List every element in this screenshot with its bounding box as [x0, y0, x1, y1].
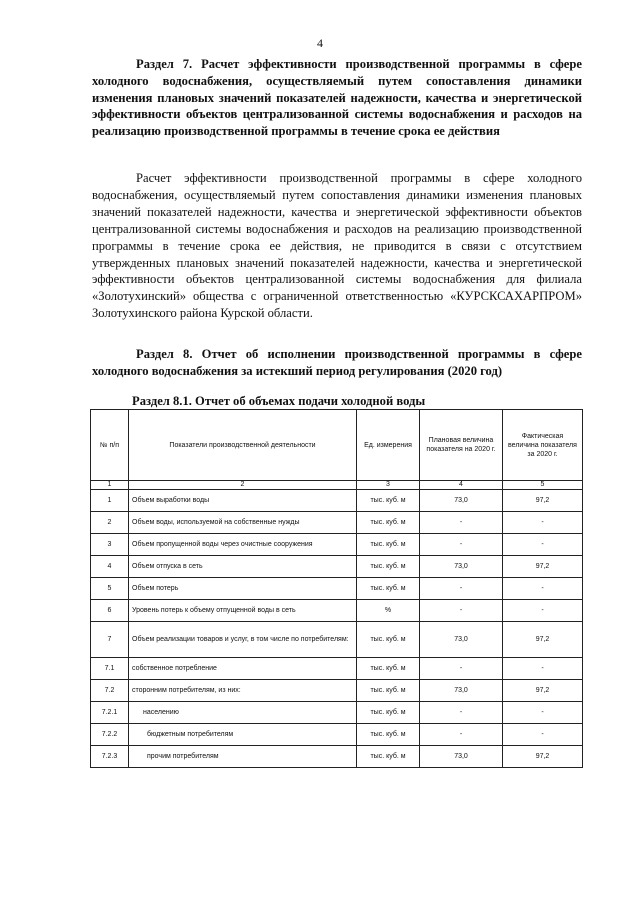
header-num: № п/п	[91, 410, 129, 481]
row-actual: -	[503, 724, 583, 746]
table-row	[91, 578, 583, 600]
row-planned: 73,0	[420, 556, 503, 578]
row-planned: -	[420, 578, 503, 600]
table-row	[91, 534, 583, 556]
table-row	[91, 512, 583, 534]
header-unit: Ед. измерения	[357, 410, 420, 481]
row-actual: -	[503, 534, 583, 556]
row-indicator: Объем потерь	[129, 578, 357, 600]
row-indicator: бюджетным потребителям	[129, 724, 357, 746]
row-planned: -	[420, 658, 503, 680]
row-planned: -	[420, 512, 503, 534]
column-number: 1	[91, 481, 129, 490]
section-7-title: Раздел 7. Расчет эффективности производственной программы в сфере холодного водоснабжения, осуществляемый путем сопоставления динамики изменения плановых значений показателей надежности, качества и энергетической эффективности объектов централизованной системы водоснабжения и расходов на реализацию производственной программы в течение срока ее действия	[92, 57, 582, 139]
row-num: 4	[91, 556, 129, 578]
row-actual: 97,2	[503, 680, 583, 702]
column-number: 5	[503, 481, 583, 490]
row-num: 3	[91, 534, 129, 556]
row-indicator: населению	[129, 702, 357, 724]
row-indicator: Объем воды, используемой на собственные нужды	[129, 512, 357, 534]
row-indicator: Объем отпуска в сеть	[129, 556, 357, 578]
column-number-row	[91, 481, 583, 490]
row-planned: 73,0	[420, 490, 503, 512]
row-num: 7.2.1	[91, 702, 129, 724]
row-planned: -	[420, 702, 503, 724]
row-actual: -	[503, 658, 583, 680]
row-actual: -	[503, 578, 583, 600]
row-planned: -	[420, 600, 503, 622]
row-unit: тыс. куб. м	[357, 578, 420, 600]
section-7-paragraph: Расчет эффективности производственной программы в сфере холодного водоснабжения, осуществляемый путем сопоставления динамики изменения плановых значений показателей надежности, качества и энергетической эффективности объектов централизованной системы водоснабжения и расходов на реализацию производственной программы в течение срока ее действия, не приводится в связи с отсутствием утвержденных плановых значений показателей надежности, качества и энергетической эффективности объектов централизованной системы водоснабжения для филиала «Золотухинский» общества с ограниченной ответственностью «КУРСКСАХАРПРОМ» Золотухинского района Курской области.	[92, 171, 582, 321]
row-indicator: собственное потребление	[129, 658, 357, 680]
row-num: 6	[91, 600, 129, 622]
row-unit: тыс. куб. м	[357, 702, 420, 724]
table-row	[91, 702, 583, 724]
table-row	[91, 622, 583, 658]
table-row	[91, 490, 583, 512]
table-row	[91, 600, 583, 622]
row-num: 5	[91, 578, 129, 600]
row-num: 2	[91, 512, 129, 534]
row-planned: -	[420, 534, 503, 556]
table-header-row	[91, 410, 583, 481]
row-actual: -	[503, 702, 583, 724]
column-number: 3	[357, 481, 420, 490]
row-num: 7	[91, 622, 129, 658]
row-unit: тыс. куб. м	[357, 658, 420, 680]
row-num: 7.1	[91, 658, 129, 680]
table-row	[91, 746, 583, 768]
section-8-title: Раздел 8. Отчет об исполнении производственной программы в сфере холодного водоснабжения за истекший период регулирования (2020 год)	[92, 347, 582, 378]
row-unit: тыс. куб. м	[357, 680, 420, 702]
row-unit: тыс. куб. м	[357, 724, 420, 746]
table-row	[91, 556, 583, 578]
row-actual: 97,2	[503, 556, 583, 578]
row-planned: 73,0	[420, 680, 503, 702]
row-indicator: прочим потребителям	[129, 746, 357, 768]
row-actual: 97,2	[503, 622, 583, 658]
row-unit: тыс. куб. м	[357, 512, 420, 534]
column-number: 4	[420, 481, 503, 490]
table-row	[91, 658, 583, 680]
header-indicator: Показатели производственной деятельности	[129, 410, 357, 481]
row-planned: 73,0	[420, 746, 503, 768]
row-actual: 97,2	[503, 490, 583, 512]
row-num: 1	[91, 490, 129, 512]
row-indicator: Объем реализации товаров и услуг, в том числе по потребителям:	[129, 622, 357, 658]
row-actual: -	[503, 512, 583, 534]
row-unit: %	[357, 600, 420, 622]
row-unit: тыс. куб. м	[357, 556, 420, 578]
row-planned: 73,0	[420, 622, 503, 658]
header-planned: Плановая величина показателя на 2020 г.	[420, 410, 503, 481]
header-actual: Фактическая величина показателя за 2020 г.	[503, 410, 583, 481]
water-supply-table	[90, 409, 583, 768]
row-indicator: Объем выработки воды	[129, 490, 357, 512]
row-unit: тыс. куб. м	[357, 534, 420, 556]
section-8-1-title: Раздел 8.1. Отчет об объемах подачи холодной воды	[132, 394, 426, 408]
row-unit: тыс. куб. м	[357, 622, 420, 658]
row-indicator: Уровень потерь к объему отпущенной воды в сеть	[129, 600, 357, 622]
row-planned: -	[420, 724, 503, 746]
row-actual: 97,2	[503, 746, 583, 768]
column-number: 2	[129, 481, 357, 490]
row-unit: тыс. куб. м	[357, 490, 420, 512]
row-indicator: сторонним потребителям, из них:	[129, 680, 357, 702]
page-number: 4	[317, 36, 323, 50]
row-actual: -	[503, 600, 583, 622]
row-num: 7.2.3	[91, 746, 129, 768]
row-num: 7.2.2	[91, 724, 129, 746]
table-row	[91, 724, 583, 746]
table-row	[91, 680, 583, 702]
row-unit: тыс. куб. м	[357, 746, 420, 768]
row-indicator: Объем пропущенной воды через очистные сооружения	[129, 534, 357, 556]
row-num: 7.2	[91, 680, 129, 702]
